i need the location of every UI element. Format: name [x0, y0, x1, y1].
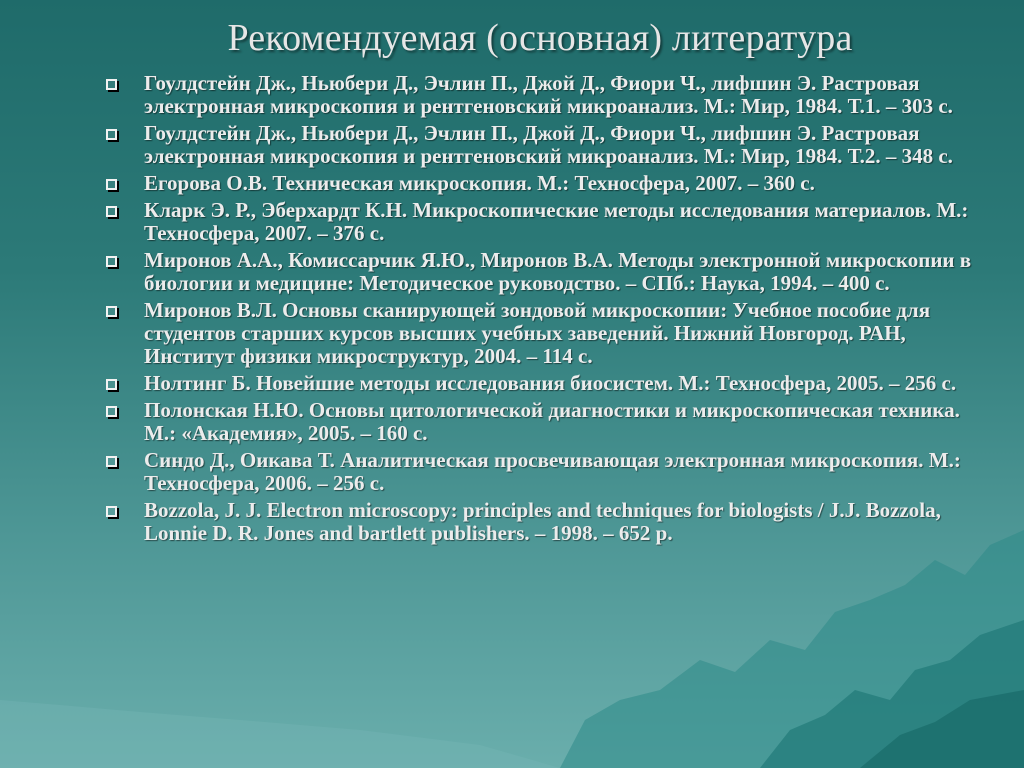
- reference-item: [104, 499, 984, 545]
- reference-text: Миронов В.Л. Основы сканирующей зондовой микроскопии: Учебное пособие для студентов старших курсов высших учебных заведений. Нижний Новгород. РАН, Институт физики микроструктур, 2004. – 114 с.: [144, 298, 931, 368]
- reference-text: Гоулдстейн Дж., Ньюбери Д., Эчлин П., Джой Д., Фиори Ч., лифшин Э. Растровая электронная микроскопия и рентгеновский микроанализ. М.: Мир, 1984. Т.2. – 348 с.: [144, 121, 953, 168]
- square-bullet-icon: [106, 306, 117, 317]
- reference-list: [104, 72, 984, 549]
- reference-text: Синдо Д., Оикава Т. Аналитическая просвечивающая электронная микроскопия. М.: Техносфера, 2006. – 256 с.: [144, 448, 961, 495]
- reference-item: [104, 172, 984, 195]
- square-bullet-icon: [106, 129, 117, 140]
- slide-title: Рекомендуемая (основная) литература: [227, 17, 853, 59]
- reference-text: Гоулдстейн Дж., Ньюбери Д., Эчлин П., Джой Д., Фиори Ч., лифшин Э. Растровая электронная микроскопия и рентгеновский микроанализ. М.: Мир, 1984. Т.1. – 303 с.: [144, 71, 953, 118]
- reference-item: [104, 72, 984, 118]
- reference-text: Нолтинг Б. Новейшие методы исследования биосистем. М.: Техносфера, 2005. – 256 с.: [144, 371, 957, 395]
- reference-item: [104, 399, 984, 445]
- square-bullet-icon: [106, 206, 117, 217]
- reference-text: Егорова О.В. Техническая микроскопия. М.: Техносфера, 2007. – 360 с.: [144, 171, 815, 195]
- square-bullet-icon: [106, 506, 117, 517]
- square-bullet-icon: [106, 379, 117, 390]
- reference-item: [104, 199, 984, 245]
- reference-item: [104, 299, 984, 368]
- reference-text: Миронов А.А., Комиссарчик Я.Ю., Миронов В.А. Методы электронной микроскопии в биологии и медицине: Методическое руководство. – СПб.: Наука, 1994. – 400 с.: [144, 248, 972, 295]
- square-bullet-icon: [106, 179, 117, 190]
- reference-item: [104, 449, 984, 495]
- reference-item: [104, 122, 984, 168]
- square-bullet-icon: [106, 79, 117, 90]
- reference-text: Bozzola, J. J. Electron microscopy: principles and techniques for biologists / J.J. Bozzola, Lonnie D. R. Jones and bartlett publishers. – 1998. – 652 p.: [144, 498, 941, 545]
- square-bullet-icon: [106, 256, 117, 267]
- reference-item: [104, 372, 984, 395]
- reference-text: Полонская Н.Ю. Основы цитологической диагностики и микроскопическая техника. М.: «Академия», 2005. – 160 с.: [144, 398, 960, 445]
- reference-item: [104, 249, 984, 295]
- reference-text: Кларк Э. Р., Эберхардт К.Н. Микроскопические методы исследования материалов. М.: Техносфера, 2007. – 376 с.: [144, 198, 969, 245]
- square-bullet-icon: [106, 406, 117, 417]
- square-bullet-icon: [106, 456, 117, 467]
